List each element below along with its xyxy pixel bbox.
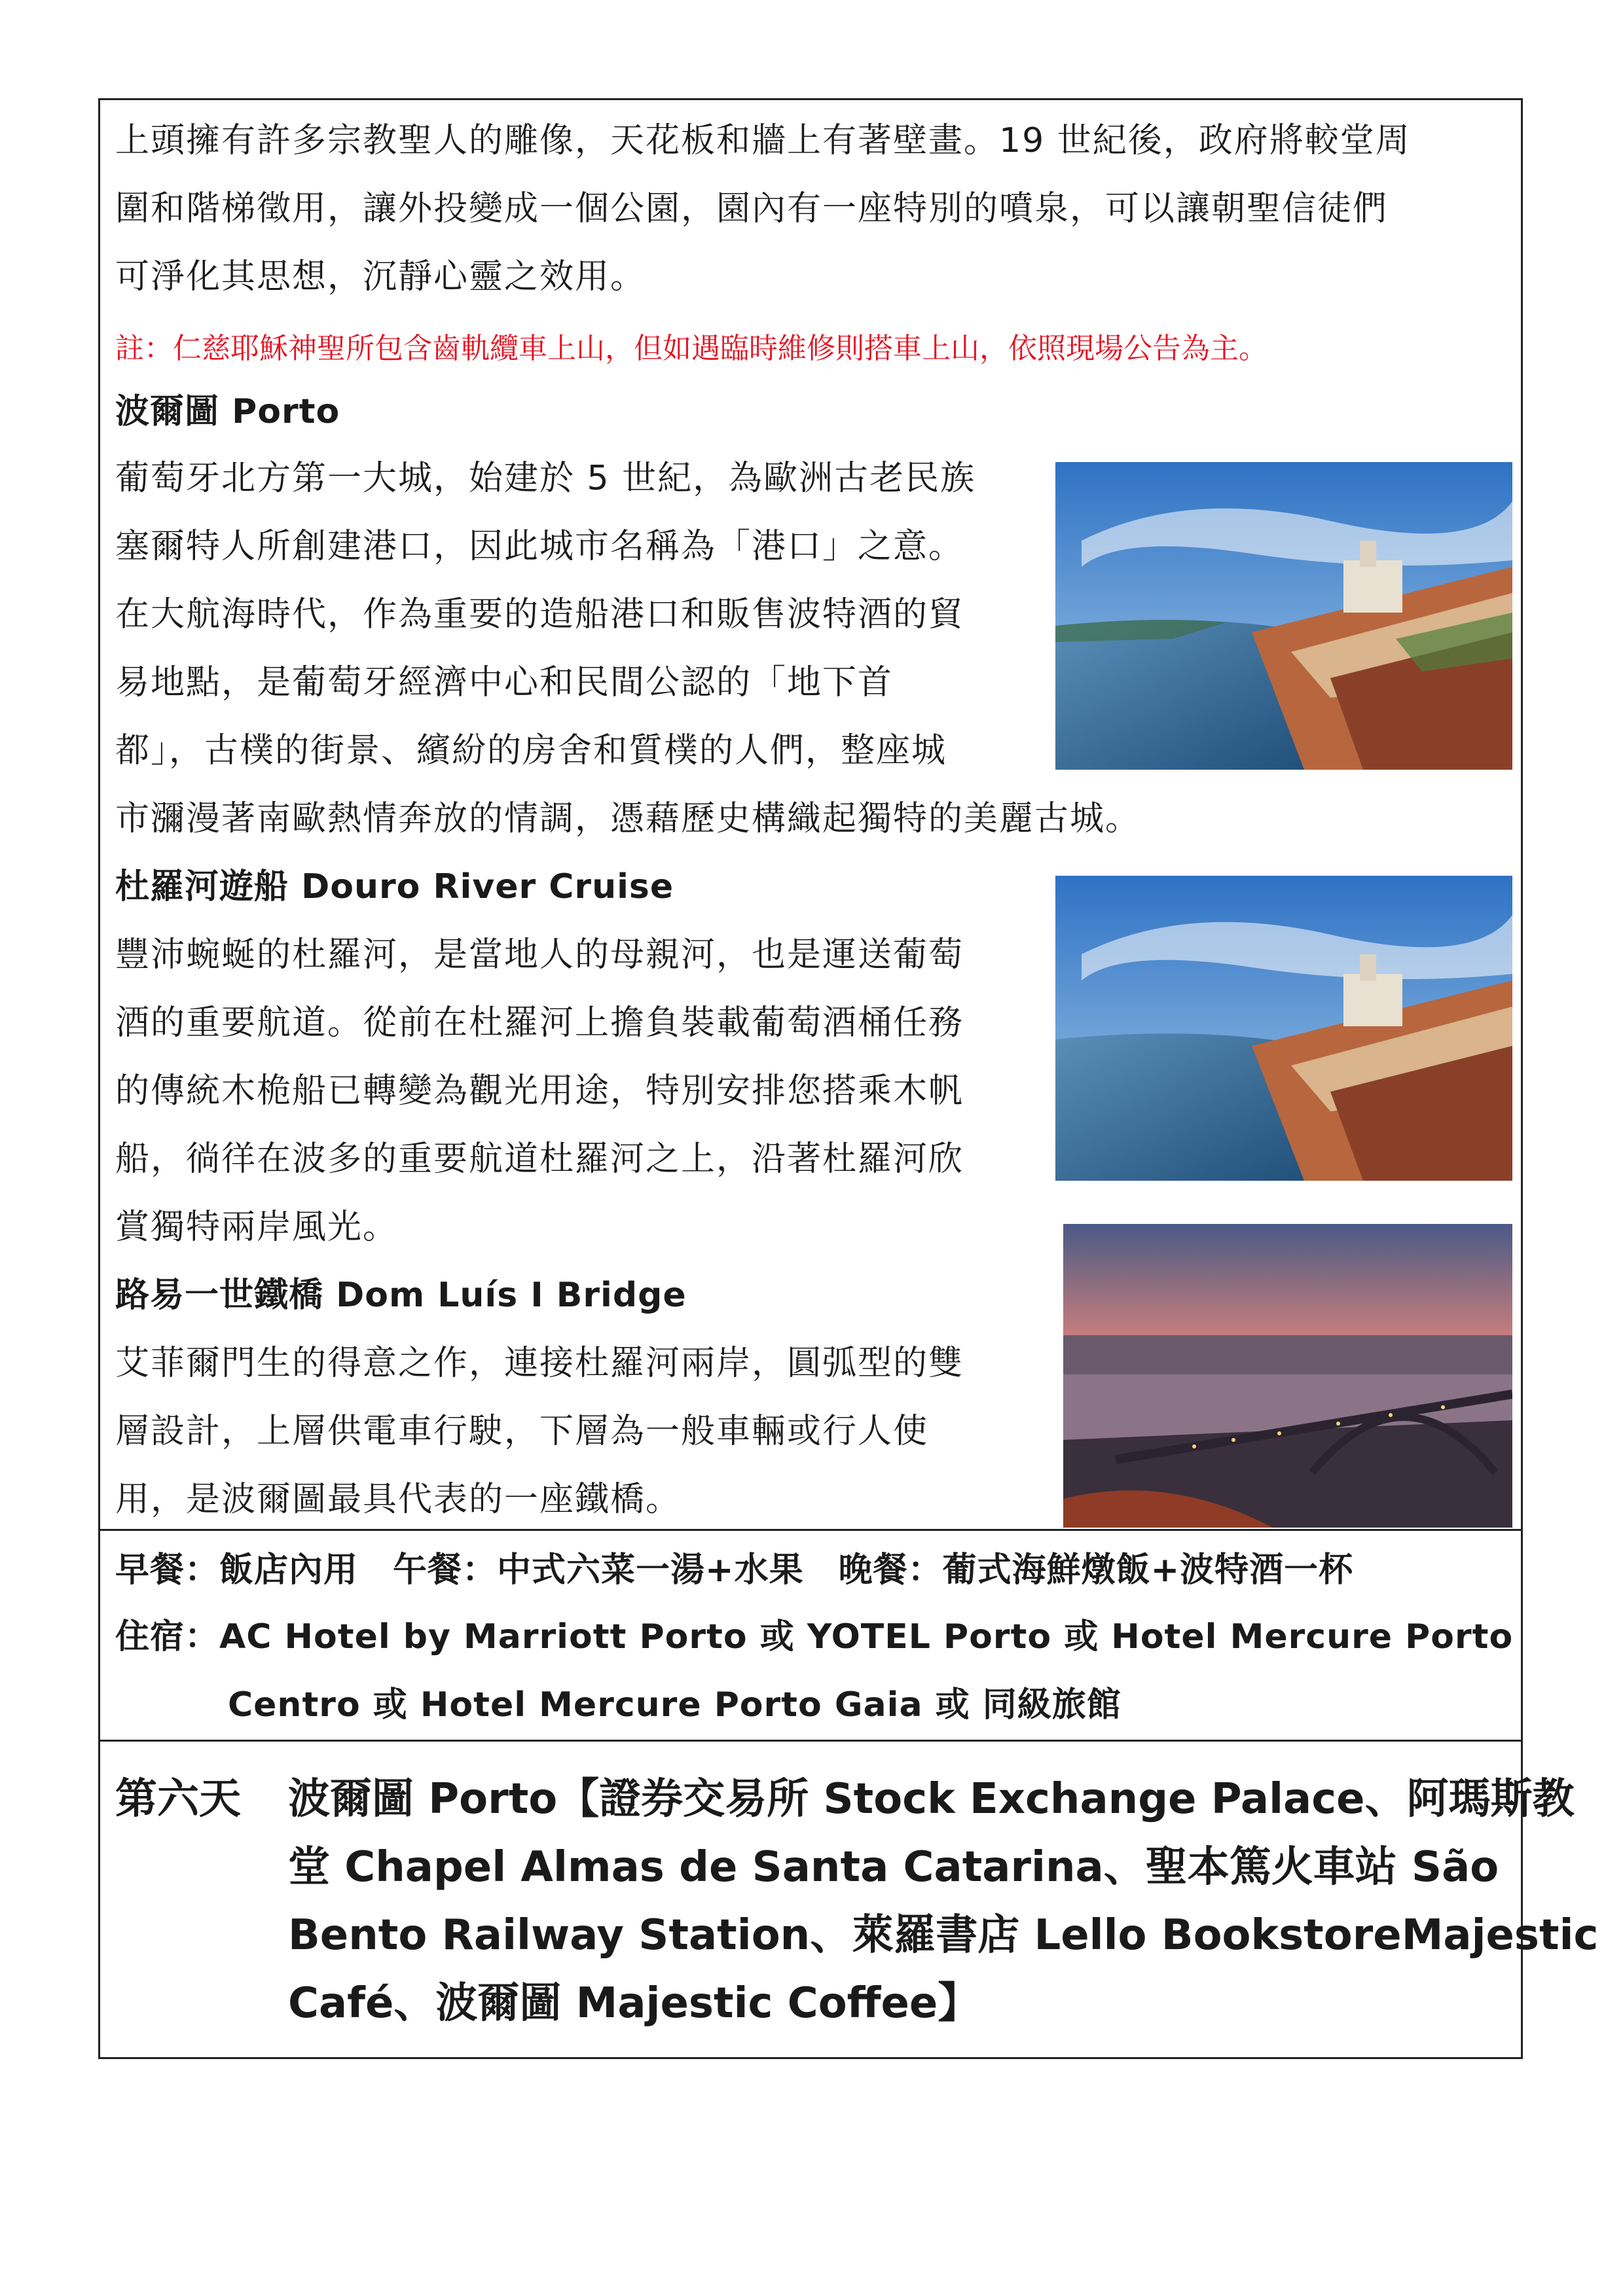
cruise-line-4: 船，徜徉在波多的重要航道杜羅河之上，沿著杜羅河欣 xyxy=(115,1139,964,1179)
intro-line-2: 圍和階梯徵用，讓外投變成一個公園，園內有一座特別的噴泉，可以讓朝聖信徒們 xyxy=(115,189,1389,228)
day6-line-1: 波爾圖 Porto【證券交易所 Stock Exchange Palace、阿瑪斯教 xyxy=(288,1775,1575,1823)
bridge-heading: 路易一世鐵橋 Dom Luís I Bridge xyxy=(115,1276,687,1315)
porto-line-4: 易地點，是葡萄牙經濟中心和民間公認的「地下首 xyxy=(115,663,894,702)
intro-note: 註：仁慈耶穌神聖所包含齒軌纜車上山，但如遇臨時維修則搭車上山，依照現場公告為主。 xyxy=(115,332,1267,365)
bridge-line-1: 艾菲爾門生的得意之作，連接杜羅河兩岸，圓弧型的雙 xyxy=(115,1344,964,1383)
divider-day6 xyxy=(98,1740,1523,1742)
cruise-line-2: 酒的重要航道。從前在杜羅河上擔負裝載葡萄酒桶任務 xyxy=(115,1003,964,1043)
bridge-line-3: 用，是波爾圖最具代表的一座鐵橋。 xyxy=(115,1480,682,1519)
day6-label: 第六天 xyxy=(115,1775,241,1823)
porto-photo xyxy=(1055,462,1512,770)
porto-line-2: 塞爾特人所創建港口，因此城市名稱為「港口」之意。 xyxy=(115,527,964,566)
intro-line-3: 可淨化其思想，沉靜心靈之效用。 xyxy=(115,257,646,296)
porto-line-5: 都」，古樸的街景、繽紛的房舍和質樸的人們，整座城 xyxy=(115,731,947,770)
porto-line-1: 葡萄牙北方第一大城，始建於 5 世紀，為歐洲古老民族 xyxy=(115,459,976,498)
intro-line-1: 上頭擁有許多宗教聖人的雕像，天花板和牆上有著壁畫。19 世紀後，政府將較堂周 xyxy=(115,121,1411,160)
porto-heading: 波爾圖 Porto xyxy=(115,392,340,431)
cruise-line-5: 賞獨特兩岸風光。 xyxy=(115,1208,399,1247)
bridge-line-2: 層設計，上層供電車行駛，下層為一般車輛或行人使 xyxy=(115,1412,929,1451)
cruise-line-1: 豐沛蜿蜒的杜羅河，是當地人的母親河，也是運送葡萄 xyxy=(115,935,964,975)
hotel-line-2: Centro 或 Hotel Mercure Porto Gaia 或 同級旅館 xyxy=(228,1685,1122,1725)
divider-meals xyxy=(98,1529,1523,1531)
porto-line-3: 在大航海時代，作為重要的造船港口和販售波特酒的貿 xyxy=(115,595,964,634)
cruise-line-3: 的傳統木桅船已轉變為觀光用途，特別安排您搭乘木帆 xyxy=(115,1071,964,1111)
day6-line-3: Bento Railway Station、萊羅書店 Lello BookstoreMajestic xyxy=(288,1911,1599,1960)
meals-line: 早餐：飯店內用 午餐：中式六菜一湯+水果 晚餐：葡式海鮮燉飯+波特酒一杯 xyxy=(115,1551,1354,1590)
porto-line-6: 市瀰漫著南歐熱情奔放的情調，憑藉歷史構織起獨特的美麗古城。 xyxy=(115,799,1141,838)
douro-river-photo xyxy=(1055,876,1512,1181)
cruise-heading: 杜羅河遊船 Douro River Cruise xyxy=(115,867,674,906)
day6-line-2: 堂 Chapel Almas de Santa Catarina、聖本篤火車站 São xyxy=(288,1843,1499,1892)
bridge-photo xyxy=(1063,1224,1512,1528)
hotel-line-1: 住宿：AC Hotel by Marriott Porto 或 YOTEL Porto 或 Hotel Mercure Porto xyxy=(115,1617,1514,1657)
day6-line-4: Café、波爾圖 Majestic Coffee】 xyxy=(288,1979,980,2028)
